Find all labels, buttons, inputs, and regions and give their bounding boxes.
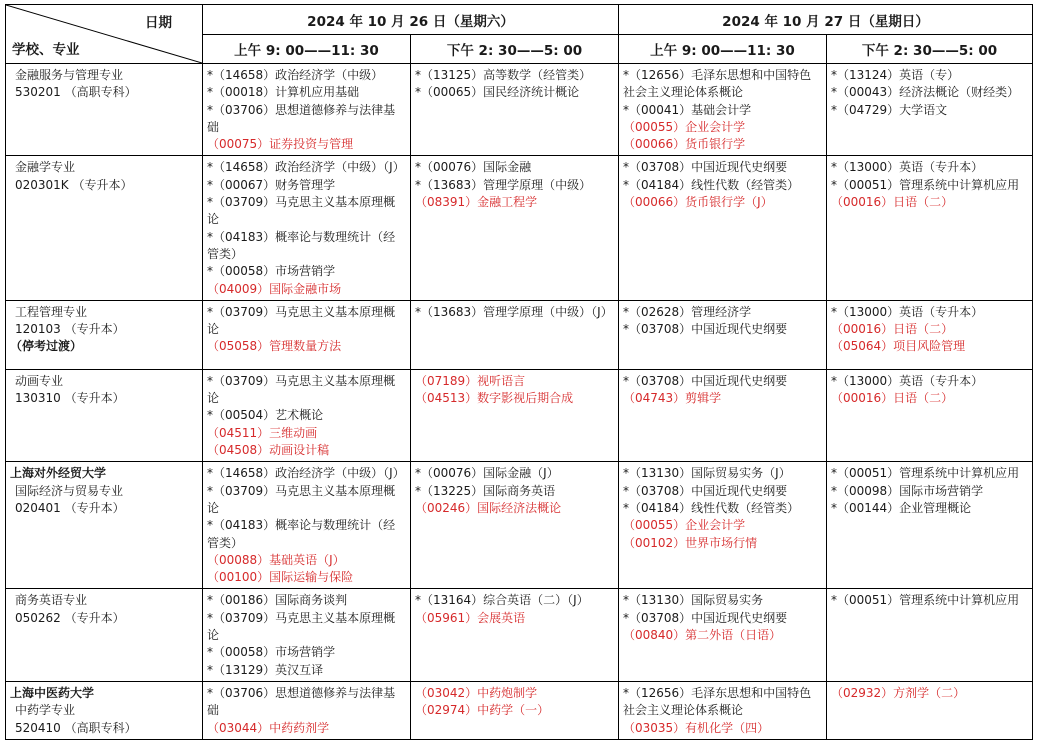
exam-cell-sat-morning [203, 369, 411, 461]
elective-course: （04009）国际金融市场 [207, 281, 342, 296]
elective-course: （00066）货币银行学（J） [623, 195, 773, 210]
elective-course: （00840）第二外语（日语） [623, 628, 782, 643]
exam-cell-sat-morning [203, 300, 411, 369]
required-course: *（12656）毛泽东思想和中国特色社会主义理论体系概论 [623, 685, 812, 718]
elective-course: （00016）日语（二） [831, 195, 954, 210]
required-course: *（13225）国际商务英语 [415, 483, 556, 498]
required-course: *（00018）计算机应用基础 [207, 85, 360, 100]
exam-cell-sat-morning [203, 589, 411, 681]
elective-course: （05058）管理数量方法 [207, 339, 342, 354]
exam-cell-sun-morning [619, 156, 827, 300]
required-course: *（14658）政治经济学（中级） [207, 68, 384, 82]
major-code: 530201 （高职专科） [15, 85, 137, 100]
corner-date-label: 日期 [145, 15, 172, 31]
required-course: *（13130）国际贸易实务 [623, 593, 764, 608]
exam-cell-sat-morning [203, 156, 411, 300]
required-course: *（13164）综合英语（二）（J） [415, 593, 589, 608]
major-code: 020301K （专升本） [15, 177, 133, 192]
schedule-body [6, 64, 1033, 740]
required-course: *（00186）国际商务谈判 [207, 593, 348, 608]
exam-cell-sun-morning [619, 681, 827, 739]
required-course: *（13124）英语（专） [831, 68, 960, 82]
table-row [6, 156, 1033, 300]
required-course: *（13129）英汉互译 [207, 662, 324, 677]
required-course: *（14658）政治经济学（中级）（J） [207, 466, 405, 481]
elective-course: （04508）动画设计稿 [207, 443, 330, 458]
exam-cell-sat-morning [203, 64, 411, 156]
required-course: *（13000）英语（专升本） [831, 304, 984, 319]
corner-header-cell [6, 5, 203, 64]
required-course: *（03709）马克思主义基本原理概论 [207, 195, 396, 227]
major-code: 130310 （专升本） [15, 391, 125, 406]
exam-cell-sat-morning [203, 462, 411, 589]
elective-course: （00055）企业会计学 [623, 518, 746, 533]
exam-cell-sun-afternoon [827, 681, 1033, 739]
elective-course: （05064）项目风险管理 [831, 339, 966, 354]
required-course: *（00065）国民经济统计概论 [415, 85, 580, 100]
elective-course: （05961）会展英语 [415, 610, 526, 625]
required-course: *（03708）中国近现代史纲要 [623, 373, 788, 388]
required-course: *（13000）英语（专升本） [831, 160, 984, 175]
elective-course: （02974）中药学（一） [415, 703, 550, 718]
required-course: *（04184）线性代数（经管类） [623, 177, 800, 192]
major-name: 中药学专业 [15, 703, 76, 718]
exam-cell-sat-afternoon [411, 589, 619, 681]
exam-cell-sat-afternoon [411, 156, 619, 300]
required-course: *（13130）国际贸易实务（J） [623, 466, 791, 481]
required-course: *（13000）英语（专升本） [831, 373, 984, 388]
required-course: *（00058）市场营销学 [207, 645, 336, 660]
elective-course: （04513）数字影视后期合成 [415, 391, 574, 406]
elective-course: （03044）中药药剂学 [207, 720, 330, 735]
major-name: 商务英语专业 [15, 593, 88, 608]
elective-course: （02932）方剂学（二） [831, 685, 966, 700]
exam-cell-sun-morning [619, 589, 827, 681]
exam-cell-sun-afternoon [827, 300, 1033, 369]
exam-cell-sun-afternoon [827, 589, 1033, 681]
required-course: *（13683）管理学原理（中级）（J） [415, 304, 613, 319]
required-course: *（00051）管理系统中计算机应用 [831, 177, 1020, 192]
required-course: *（04183）概率论与数理统计（经管类） [207, 518, 396, 550]
required-course: *（13125）高等数学（经管类） [415, 68, 592, 82]
major-name: 工程管理专业 [15, 304, 88, 319]
required-course: *（04184）线性代数（经管类） [623, 500, 800, 515]
required-course: *（02628）管理经济学 [623, 304, 752, 319]
table-row [6, 589, 1033, 681]
required-course: *（00051）管理系统中计算机应用 [831, 593, 1020, 608]
exam-cell-sat-afternoon [411, 369, 619, 461]
exam-cell-sun-morning [619, 369, 827, 461]
exam-cell-sun-afternoon [827, 462, 1033, 589]
required-course: *（00043）经济法概论（财经类） [831, 85, 1020, 100]
major-note: （停考过渡） [10, 339, 83, 354]
major-name: 金融服务与管理专业 [15, 68, 124, 82]
elective-course: （00100）国际运输与保险 [207, 570, 354, 585]
required-course: *（03709）马克思主义基本原理概论 [207, 483, 396, 515]
slot-header-sun-afternoon: 下午 2: 30——5: 00 [827, 35, 1033, 64]
required-course: *（12656）毛泽东思想和中国特色社会主义理论体系概论 [623, 68, 812, 100]
required-course: *（03709）马克思主义基本原理概论 [207, 304, 396, 337]
school-name: 上海对外经贸大学 [10, 466, 107, 481]
required-course: *（00058）市场营销学 [207, 264, 336, 279]
elective-course: （00066）货币银行学 [623, 137, 746, 152]
elective-course: （07189）视听语言 [415, 373, 526, 388]
elective-course: （00246）国际经济法概论 [415, 500, 562, 515]
major-code: 050262 （专升本） [15, 610, 125, 625]
exam-cell-sat-afternoon [411, 462, 619, 589]
required-course: *（04729）大学语文 [831, 102, 948, 117]
exam-cell-sun-morning [619, 64, 827, 156]
major-name: 金融学专业 [15, 160, 76, 175]
major-cell [6, 369, 203, 461]
exam-cell-sat-afternoon [411, 681, 619, 739]
elective-course: （04511）三维动画 [207, 425, 318, 440]
elective-course: （00088）基础英语（J） [207, 552, 345, 567]
table-row [6, 64, 1033, 156]
table-row [6, 369, 1033, 461]
required-course: *（03706）思想道德修养与法律基础 [207, 102, 396, 134]
required-course: *（00051）管理系统中计算机应用 [831, 466, 1020, 481]
required-course: *（13683）管理学原理（中级） [415, 177, 592, 192]
slot-header-sun-morning: 上午 9: 00——11: 30 [619, 35, 827, 64]
slot-header-sat-morning: 上午 9: 00——11: 30 [203, 35, 411, 64]
required-course: *（00076）国际金融（J） [415, 466, 559, 481]
elective-course: （04743）剪辑学 [623, 391, 722, 406]
required-course: *（00067）财务管理学 [207, 177, 336, 192]
major-cell [6, 64, 203, 156]
major-cell [6, 300, 203, 369]
exam-cell-sat-afternoon [411, 64, 619, 156]
elective-course: （03035）有机化学（四） [623, 720, 770, 735]
elective-course: （03042）中药炮制学 [415, 685, 538, 700]
required-course: *（03708）中国近现代史纲要 [623, 160, 788, 175]
required-course: *（04183）概率论与数理统计（经管类） [207, 229, 396, 261]
major-name: 动画专业 [15, 373, 64, 388]
table-row [6, 300, 1033, 369]
exam-cell-sun-morning [619, 462, 827, 589]
major-name: 国际经济与贸易专业 [15, 483, 124, 498]
elective-course: （08391）金融工程学 [415, 195, 538, 210]
required-course: *（03708）中国近现代史纲要 [623, 483, 788, 498]
required-course: *（00041）基础会计学 [623, 102, 752, 117]
table-row [6, 462, 1033, 589]
elective-course: （00055）企业会计学 [623, 119, 746, 134]
required-course: *（03709）马克思主义基本原理概论 [207, 373, 396, 406]
major-cell [6, 462, 203, 589]
exam-cell-sat-afternoon [411, 300, 619, 369]
major-code: 520410 （高职专科） [15, 720, 137, 735]
elective-course: （00102）世界市场行情 [623, 535, 758, 550]
exam-cell-sun-morning [619, 300, 827, 369]
major-cell [6, 589, 203, 681]
major-code: 120103 （专升本） [15, 322, 125, 337]
major-code: 020401 （专升本） [15, 500, 125, 515]
required-course: *（14658）政治经济学（中级）（J） [207, 160, 405, 175]
exam-cell-sat-morning [203, 681, 411, 739]
required-course: *（03709）马克思主义基本原理概论 [207, 610, 396, 643]
required-course: *（03708）中国近现代史纲要 [623, 322, 788, 337]
school-name: 上海中医药大学 [10, 685, 95, 700]
exam-cell-sun-afternoon [827, 369, 1033, 461]
exam-cell-sun-afternoon [827, 156, 1033, 300]
date-header-oct-27: 2024 年 10 月 27 日（星期日） [619, 5, 1033, 35]
major-cell [6, 156, 203, 300]
major-cell [6, 681, 203, 739]
required-course: *（03706）思想道德修养与法律基础 [207, 685, 396, 718]
elective-course: （00075）证券投资与管理 [207, 137, 354, 152]
date-header-oct-26: 2024 年 10 月 26 日（星期六） [203, 5, 619, 35]
required-course: *（00144）企业管理概论 [831, 500, 972, 515]
exam-schedule-table [5, 4, 1033, 740]
required-course: *（00098）国际市场营销学 [831, 483, 984, 498]
required-course: *（00504）艺术概论 [207, 408, 324, 423]
elective-course: （00016）日语（二） [831, 322, 954, 337]
required-course: *（03708）中国近现代史纲要 [623, 610, 788, 625]
slot-header-sat-afternoon: 下午 2: 30——5: 00 [411, 35, 619, 64]
required-course: *（00076）国际金融 [415, 160, 532, 175]
corner-school-label: 学校、专业 [12, 42, 80, 58]
elective-course: （00016）日语（二） [831, 391, 954, 406]
table-row [6, 681, 1033, 739]
exam-cell-sun-afternoon [827, 64, 1033, 156]
